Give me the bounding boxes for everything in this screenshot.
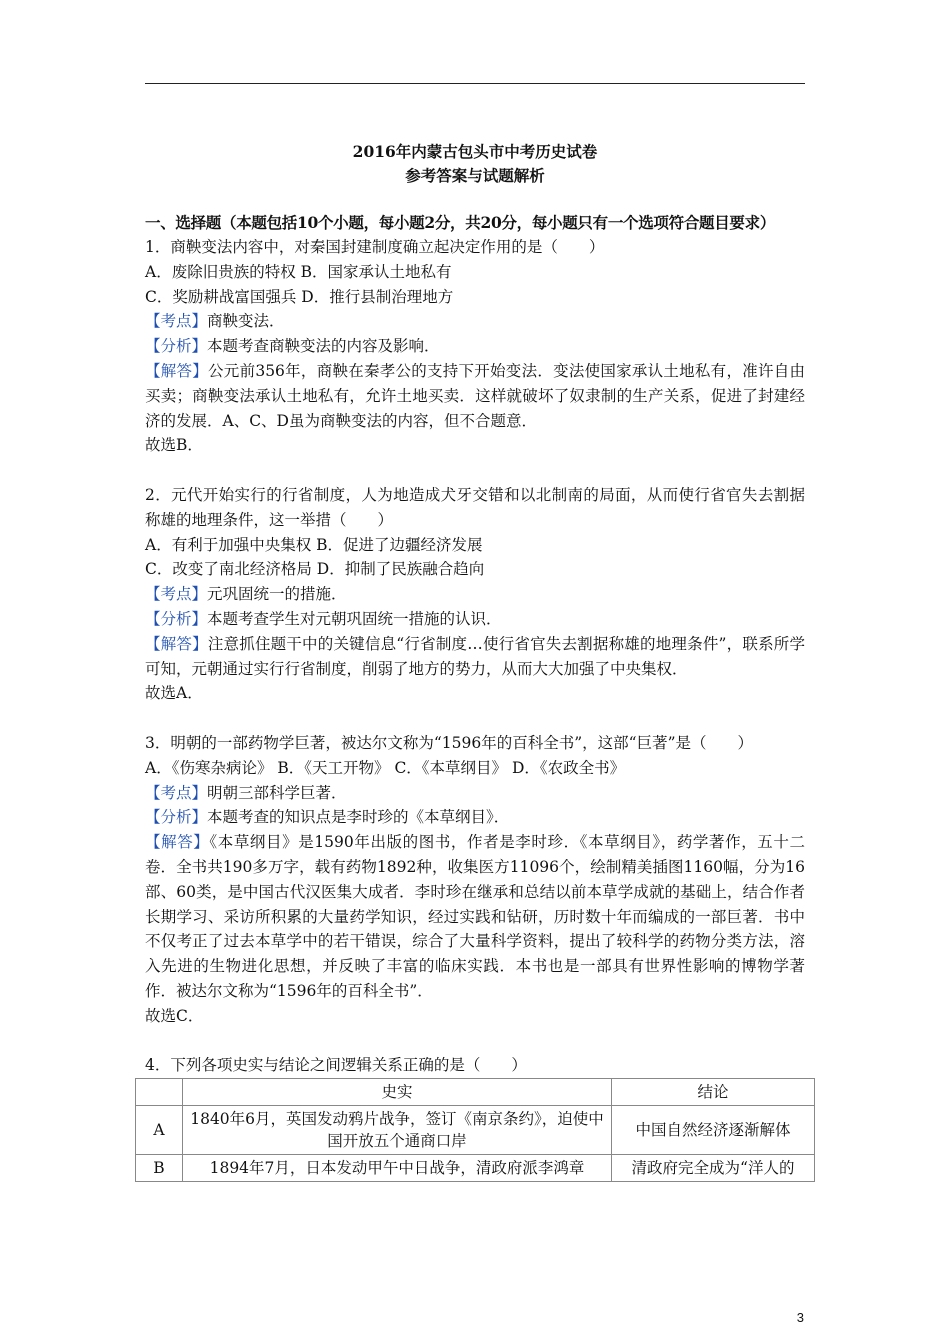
section-heading: 一、选择题（本题包括10个小题，每小题2分，共20分，每小题只有一个选项符合题目要求） [145, 213, 776, 232]
q1-options-ab: A．废除旧贵族的特权 B．国家承认土地私有 [145, 262, 452, 281]
jieda-label: 【解答】 [145, 361, 209, 380]
question-4 [145, 1053, 805, 1182]
q2-fenxi [145, 607, 805, 632]
page-number: 3 [796, 1310, 804, 1325]
exam-subtitle: 参考答案与试题解析 [405, 166, 545, 185]
question-3 [145, 731, 805, 1029]
table-header-cell: 史实 [183, 1079, 612, 1106]
kaodian-label: 【考点】 [145, 585, 208, 604]
q4-table [135, 1078, 815, 1182]
q1-fenxi [145, 334, 805, 359]
table-header-cell: 结论 [612, 1079, 815, 1106]
q2-options-ab: A．有利于加强中央集权 B．促进了边疆经济发展 [145, 535, 483, 554]
q3-jieda-text: 《本草纲目》是1590年出版的图书，作者是李时珍．《本草纲目》，药学著作，五十二卷．全书共190多万字，载有药物1892种，收集医方11096个，绘制精美插图1160幅，分为16部、60类，是中国古代汉医集大成者．李时珍在继承和总结以前本草学成就的基础上，结合作者长期学习、采访所积累的大量药学知识，经过实践和钻研，历时数十年而编成的一部巨著．书中不仅考正了过去本草学中的若干错误，综合了大量科学资料，提出了较科学的药物分类方法，溶入先进的生物进化思想，并反映了丰富的临床实践．本书也是一部具有世界性影响的博物学著作．被达尔文称为“1596年的百科全书”． [145, 833, 805, 1000]
q1-answer: 故选B． [145, 436, 203, 455]
table-row [136, 1155, 815, 1182]
header-rule [145, 83, 805, 84]
q1-kaodian [145, 309, 805, 334]
q3-kaodian [145, 781, 805, 806]
row-conclusion: 清政府完全成为“洋人的 [612, 1155, 815, 1182]
jieda-label: 【解答】 [145, 634, 208, 653]
q2-jieda-text: 注意抓住题干中的关键信息“行省制度…使行省官失去割据称雄的地理条件”，联系所学可知，元朝通过实行行省制度，削弱了地方的势力，从而大大加强了中央集权． [145, 634, 805, 678]
table-header-row [136, 1079, 815, 1106]
table-row [136, 1106, 815, 1155]
q3-kaodian-text: 明朝三部科学巨著． [207, 783, 347, 802]
q1-jieda [145, 359, 805, 433]
exam-title: 2016年内蒙古包头市中考历史试卷 [352, 142, 598, 161]
question-1 [145, 235, 805, 458]
fenxi-label: 【分析】 [145, 609, 208, 628]
kaodian-label: 【考点】 [145, 783, 208, 802]
row-key: A [136, 1106, 183, 1155]
q1-options-cd: C．奖励耕战富国强兵 D．推行县制治理地方 [145, 287, 454, 306]
table-header-cell [136, 1079, 183, 1106]
question-2 [145, 483, 805, 706]
q2-fenxi-text: 本题考查学生对元朝巩固统一措施的认识． [207, 609, 502, 628]
row-fact: 1894年7月，日本发动甲午中日战争，清政府派李鸿章 [183, 1155, 612, 1182]
q2-answer: 故选A． [145, 684, 203, 703]
q3-answer: 故选C． [145, 1006, 204, 1025]
q1-fenxi-text: 本题考查商鞅变法的内容及影响． [207, 337, 440, 356]
q1-jieda-text: 公元前356年，商鞅在秦孝公的支持下开始变法．变法使国家承认土地私有，准许自由买卖；商鞅变法承认土地私有，允许土地买卖．这样就破坏了奴隶制的生产关系，促进了封建经济的发展．A、C、D虽为商鞅变法的内容，但不合题意． [145, 361, 805, 430]
q3-jieda [145, 830, 805, 1004]
jieda-label: 【解答】 [145, 833, 210, 852]
fenxi-label: 【分析】 [145, 337, 208, 356]
q4-stem: 4．下列各项史实与结论之间逻辑关系正确的是（ ） [145, 1056, 527, 1075]
q2-jieda [145, 632, 805, 682]
row-conclusion: 中国自然经济逐渐解体 [612, 1106, 815, 1155]
document-page [145, 140, 805, 1182]
q2-stem: 2．元代开始实行的行省制度，人为地造成犬牙交错和以北制南的局面，从而使行省官失去割据称雄的地理条件，这一举措（ ） [145, 485, 805, 529]
q3-options: A．《伤寒杂病论》 B．《天工开物》 C．《本草纲目》 D．《农政全书》 [145, 758, 626, 777]
q2-kaodian-text: 元巩固统一的措施． [207, 585, 347, 604]
q3-fenxi [145, 805, 805, 830]
q1-kaodian-text: 商鞅变法． [207, 312, 285, 331]
row-key: B [136, 1155, 183, 1182]
q3-stem: 3．明朝的一部药物学巨著，被达尔文称为“1596年的百科全书”，这部“巨著”是（ ） [145, 733, 754, 752]
kaodian-label: 【考点】 [145, 312, 208, 331]
q2-kaodian [145, 582, 805, 607]
row-fact: 1840年6月，英国发动鸦片战争，签订《南京条约》，迫使中国开放五个通商口岸 [183, 1106, 612, 1155]
q1-stem: 1．商鞅变法内容中，对秦国封建制度确立起决定作用的是（ ） [145, 238, 605, 256]
fenxi-label: 【分析】 [145, 808, 208, 827]
q3-fenxi-text: 本题考查的知识点是李时珍的《本草纲目》． [207, 808, 510, 827]
q2-options-cd: C．改变了南北经济格局 D．抑制了民族融合趋向 [145, 560, 485, 579]
